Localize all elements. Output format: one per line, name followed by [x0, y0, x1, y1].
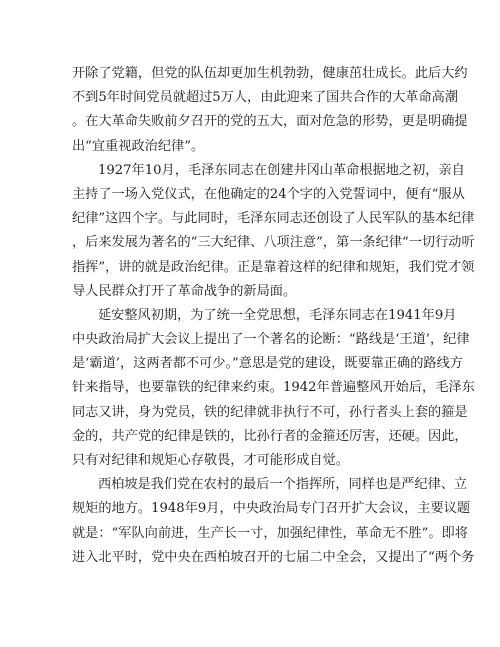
- text-line: 就是：“军队向前进，生产长一寸，加强纪律性，革命无不胜”。即将: [72, 525, 468, 541]
- body-text: [72, 62, 475, 570]
- text-line: 是‘霸道’，这两者都不可少。”意思是党的建设，既要靠正确的路线方: [72, 356, 463, 372]
- text-line: 指挥”，讲的就是政治纪律。正是靠着这样的纪律和规矩，我们党才领: [72, 259, 475, 275]
- text-line: ，后来发展为著名的“三大纪律、八项注意”，第一条纪律“一切行动听: [72, 235, 475, 251]
- text-line: 。在大革命失败前夕召开的党的五大，面对危急的形势，更是明确提: [72, 114, 468, 130]
- text-line: 进入北平时，党中央在西柏坡召开的七届二中全会，又提出了“两个务: [72, 549, 475, 565]
- text-line: 规矩的地方。1948年9月，中央政治局专门召开扩大会议，主要议题: [72, 501, 471, 517]
- text-line: 同志又讲，身为党员，铁的纪律就非执行不可，孙行者头上套的箍是: [72, 404, 468, 420]
- text-line: 针来指导，也要靠铁的纪律来约束。1942年普遍整风开始后，毛泽东: [72, 380, 475, 396]
- text-line: 不到5年时间党员就超过5万人，由此迎来了国共合作的大革命高潮: [72, 90, 459, 106]
- text-line: 纪律”这四个字。与此同时，毛泽东同志还创设了人民军队的基本纪律: [72, 211, 475, 227]
- text-line: 金的，共产党的纪律是铁的，比孙行者的金箍还厉害，还硬。因此，: [72, 428, 468, 444]
- text-line: 导人民群众打开了革命战争的新局面。: [72, 283, 297, 299]
- text-line: 中央政治局扩大会议上提出了一个著名的论断：“路线是‘王道’，纪律: [72, 332, 470, 348]
- text-line: 主持了一场入党仪式，在他确定的24个字的入党誓词中，便有“服从: [72, 186, 465, 202]
- paragraph-first-line: 1927年10月，毛泽东同志在创建井冈山革命根据地之初，亲自: [98, 162, 465, 178]
- text-line: 出“宜重视政治纪律”。: [72, 138, 205, 154]
- text-line: 只有对纪律和规矩心存敬畏，才可能形成自觉。: [72, 453, 349, 468]
- paragraph-first-line: 延安整风初期，为了统一全党思想，毛泽东同志在1941年9月: [98, 307, 457, 323]
- text-line: 开除了党籍，但党的队伍却更加生机勃勃，健康茁壮成长。此后大约: [72, 66, 468, 81]
- paragraph-first-line: 西柏坡是我们党在农村的最后一个指挥所，同样也是严纪律、立: [98, 477, 468, 493]
